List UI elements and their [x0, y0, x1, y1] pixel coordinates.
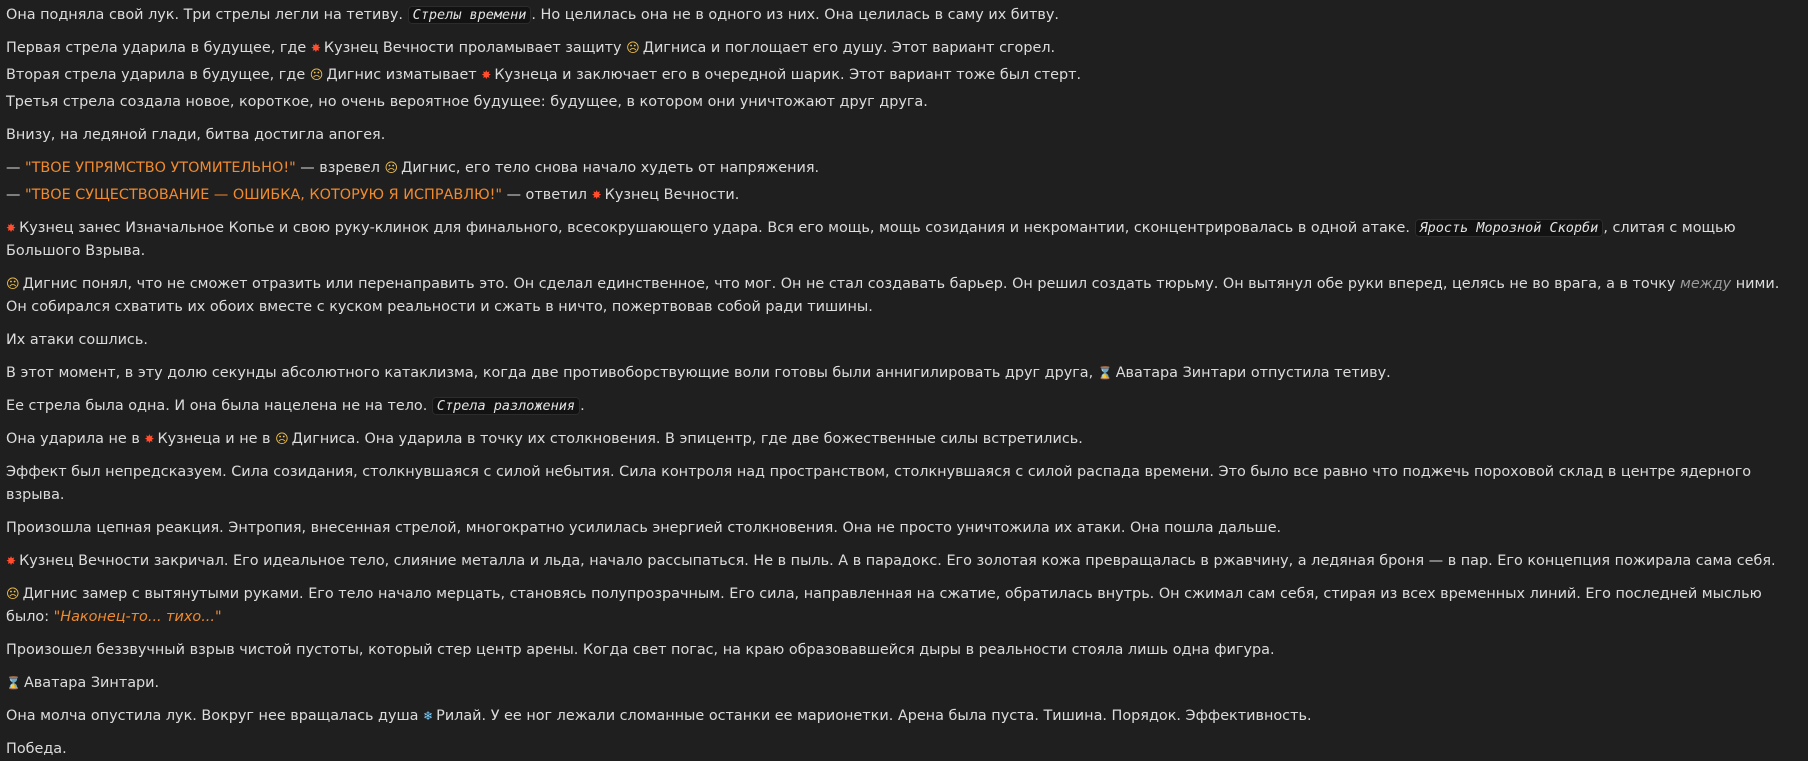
collision-icon: ✸: [310, 41, 321, 55]
paragraph-8: ✸ Кузнец занес Изначальное Копье и свою руку-клинок для финального, всесокрушающего удара. Вся его мощь, мощь созидания и некромантии, сконцентрировалась в одной атаке. Ярость Морозной Скорби , слитая с мощью Большого Взрыва.: [6, 217, 1802, 263]
paragraph-3: Вторая стрела ударила в будущее, где ☹ Дигнис изматывает ✸ Кузнеца и заключает его в очередной шарик. Этот вариант тоже был стерт.: [6, 64, 1802, 87]
paragraph-17: ☹ Дигнис замер с вытянутыми руками. Его тело начало мерцать, становясь полупрозрачным. Его сила, направленная на сжатие, обратилась внутрь. Он сжимал сам себя, стирая из всех временных линий. Его последней мыслью было: "Наконец-то... тихо...": [6, 583, 1802, 629]
paragraph-20: Она молча опустила лук. Вокруг нее вращалась душа ❄ Рилай. У ее ног лежали сломанные останки ее марионетки. Арена была пуста. Тишина. Порядок. Эффективность.: [6, 705, 1802, 728]
paragraph-5: Внизу, на ледяной глади, битва достигла апогея.: [6, 127, 386, 143]
paragraph-13: Она ударила не в ✸ Кузнеца и не в ☹ Дигниса. Она ударила в точку их столкновения. В эпицентр, где две божественные силы встретились.: [6, 428, 1802, 451]
paragraph-21: Победа.: [6, 741, 67, 757]
sleepy-face-icon: ☹: [309, 68, 324, 83]
paragraph-10: Их атаки сошлись.: [6, 332, 148, 348]
collision-icon: ✸: [591, 188, 602, 202]
sleepy-face-icon: ☹: [626, 41, 640, 56]
hourglass-icon: ⌛: [1097, 366, 1113, 380]
paragraph-12: Ее стрела была одна. И она была нацелена не на тело. Стрела разложения .: [6, 398, 585, 414]
paragraph-9: ☹ Дигнис понял, что не сможет отразить или перенаправить это. Он сделал единственное, что мог. Он не стал создавать барьер. Он решил создать тюрьму. Он вытянул обе руки вперед, целясь не во врага, а в точку между ними. Он собирался схватить их обоих вместе с куском реальности и сжать в ничто, пожертвовав собой ради тишины.: [6, 273, 1802, 319]
sleepy-face-icon: ☹: [384, 161, 399, 176]
collision-icon: ✸: [6, 554, 17, 568]
paragraph-16: ✸ Кузнец Вечности закричал. Его идеальное тело, слияние металла и льда, начало рассыпаться. Не в пыль. А в парадокс. Его золотая кожа превращалась в ржавчину, а ледяная броня — в пар. Его концепция пожирала сама себя.: [6, 550, 1802, 573]
sleepy-face-icon: ☹: [6, 277, 20, 292]
hourglass-icon: ⌛: [6, 676, 21, 690]
paragraph-14: Эффект был непредсказуем. Сила созидания, столкнувшаяся с силой небытия. Сила контроля над пространством, столкнувшаяся с силой распада времени. Это было все равно что поджечь пороховой склад в центре ядерного взрыва.: [6, 464, 1752, 503]
paragraph-11: В этот момент, в эту долю секунды абсолютного катаклизма, когда две противоборствующие воли готовы были аннигилировать друг друга, ⌛ Аватара Зинтари отпустила тетиву.: [6, 362, 1802, 385]
paragraph-15: Произошла цепная реакция. Энтропия, внесенная стрелой, многократно усилилась энергией столкновения. Она не просто уничтожила их атаки. Она пошла дальше.: [6, 520, 1282, 536]
paragraph-19: ⌛ Аватара Зинтари.: [6, 672, 1802, 695]
paragraph-4: Третья стрела создала новое, короткое, но очень вероятное будущее: будущее, в котором они уничтожают друг друга.: [6, 94, 928, 110]
snowflake-icon: ❄: [423, 709, 434, 723]
paragraph-2: Первая стрела ударила в будущее, где ✸ Кузнец Вечности проламывает защиту ☹ Дигниса и поглощает его душу. Этот вариант сгорел.: [6, 37, 1802, 60]
skill-arrows-of-time: Стрелы времени: [408, 6, 532, 24]
skill-arrow-of-decay: Стрела разложения: [432, 397, 580, 415]
paragraph-18: Произошел беззвучный взрыв чистой пустоты, который стер центр арены. Когда свет погас, на краю образовавшейся дыры в реальности стояла лишь одна фигура.: [6, 642, 1275, 658]
paragraph-1: Она подняла свой лук. Три стрелы легли на тетиву. Стрелы времени . Но целилась она не в одного из них. Она целилась в саму их битву.: [6, 7, 1059, 23]
skill-frost-sorrow-fury: Ярость Морозной Скорби: [1415, 219, 1604, 237]
collision-icon: ✸: [6, 221, 17, 235]
collision-icon: ✸: [481, 68, 492, 82]
sleepy-face-icon: ☹: [6, 587, 20, 602]
sleepy-face-icon: ☹: [275, 432, 289, 447]
dialogue-dignis: — "ТВОЕ УПРЯМСТВО УТОМИТЕЛЬНО!" — взревел ☹ Дигнис, его тело снова начало худеть от напряжения.: [6, 157, 1802, 180]
collision-icon: ✸: [144, 432, 155, 446]
dialogue-kuznets: — "ТВОЕ СУЩЕСТВОВАНИЕ — ОШИБКА, КОТОРУЮ Я ИСПРАВЛЮ!" — ответил ✸ Кузнец Вечности.: [6, 184, 1802, 207]
